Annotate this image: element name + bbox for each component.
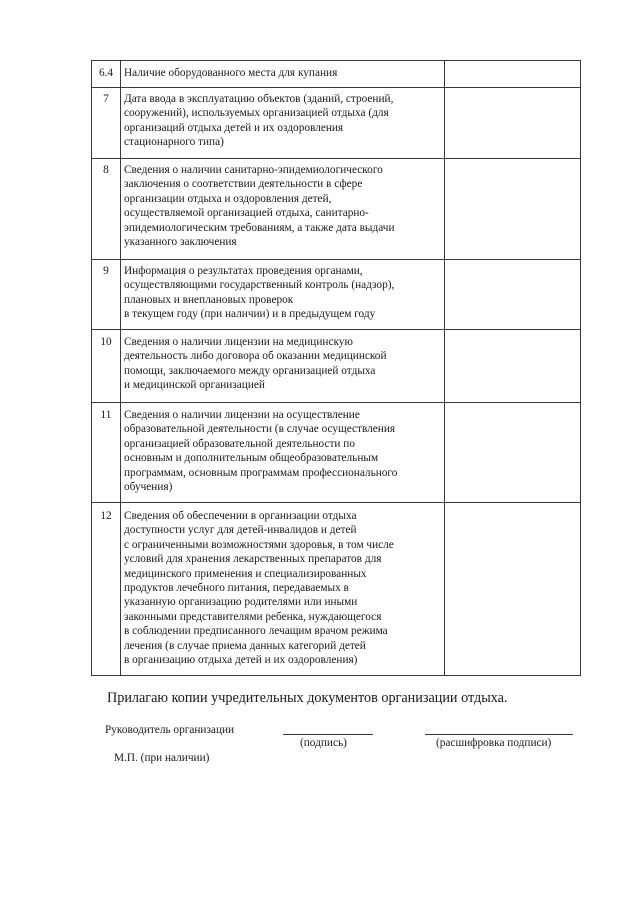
row-number-cell	[92, 61, 121, 88]
row-text-cell	[121, 403, 445, 503]
row-value-cell[interactable]	[445, 88, 581, 159]
row-description: Сведения о наличии лицензии на медицинскую деятельность либо договора об оказании медицинской помощи, заключаемого между организацией отдыха и медицинской организацией	[124, 336, 387, 392]
table-row	[92, 503, 581, 676]
row-text-cell	[121, 88, 445, 159]
signature-decoding-line[interactable]	[425, 734, 573, 735]
table-row	[92, 330, 581, 403]
row-number-cell	[92, 159, 121, 260]
row-number-cell	[92, 330, 121, 403]
row-description: Сведения об обеспечении в организации отдыха доступности услуг для детей-инвалидов и детей с ограниченными возможностями здоровья, в том числе условий для хранения лекарственных препаратов для медицинского применения и специализированных продуктов лечебного питания, передаваемых в указанную организацию родителями или иными законными представителями ребенка, нуждающегося в соблюдении предписанного лечащим врачом режима лечения (в случае приема данных категорий детей в организацию отдыха детей и их оздоровления)	[124, 510, 394, 667]
info-table	[91, 60, 581, 676]
row-value-cell[interactable]	[445, 260, 581, 330]
row-number-cell	[92, 503, 121, 676]
row-description: Сведения о наличии лицензии на осуществление образовательной деятельности (в случае осуществления организацией образовательной деятельности по основным и дополнительным общеобразовательным программам, основным программам профессионального обучения)	[124, 409, 398, 494]
table-row	[92, 260, 581, 330]
row-value-cell[interactable]	[445, 330, 581, 403]
row-text-cell	[121, 503, 445, 676]
row-text-cell	[121, 61, 445, 88]
row-number-cell	[92, 88, 121, 159]
attachment-note: Прилагаю копии учредительных документов организации отдыха.	[107, 690, 508, 706]
row-number-cell	[92, 403, 121, 503]
table-row	[92, 403, 581, 503]
signature-caption: (подпись)	[300, 737, 347, 749]
row-description: Сведения о наличии санитарно-эпидемиологического заключения о соответствии деятельности в сфере организации отдыха и оздоровления детей, осуществляемой организацией отдыха, санитарно- эпидемиологическим требованиям, а также дата выдачи указанного заключения	[124, 164, 395, 249]
table-row	[92, 61, 581, 88]
row-number: 6.4	[98, 67, 114, 79]
signature-line[interactable]	[283, 734, 373, 735]
row-value-cell[interactable]	[445, 159, 581, 260]
row-description: Информация о результатах проведения органами, осуществляющими государственный контроль (надзор), плановых и внеплановых проверок в текущем году (при наличии) и в предыдущем году	[124, 265, 395, 321]
row-text-cell	[121, 159, 445, 260]
row-value-cell[interactable]	[445, 403, 581, 503]
head-of-organization-label: Руководитель организации	[105, 724, 235, 736]
row-description: Дата ввода в эксплуатацию объектов (зданий, строений, сооружений), используемых организацией отдыха (для организаций отдыха детей и их оздоровления стационарного типа)	[124, 93, 394, 149]
row-number: 8	[103, 164, 109, 176]
row-number: 10	[100, 336, 112, 348]
row-number: 9	[103, 265, 109, 277]
row-number: 11	[100, 409, 112, 421]
row-number-cell	[92, 260, 121, 330]
row-text-cell	[121, 260, 445, 330]
row-description: Наличие оборудованного места для купания	[124, 67, 338, 79]
row-number: 12	[100, 510, 112, 522]
row-text-cell	[121, 330, 445, 403]
table-row	[92, 159, 581, 260]
table-row	[92, 88, 581, 159]
row-value-cell[interactable]	[445, 503, 581, 676]
row-value-cell[interactable]	[445, 61, 581, 88]
stamp-label: М.П. (при наличии)	[114, 752, 210, 764]
row-number: 7	[103, 93, 109, 105]
signature-decoding-caption: (расшифровка подписи)	[436, 737, 552, 749]
